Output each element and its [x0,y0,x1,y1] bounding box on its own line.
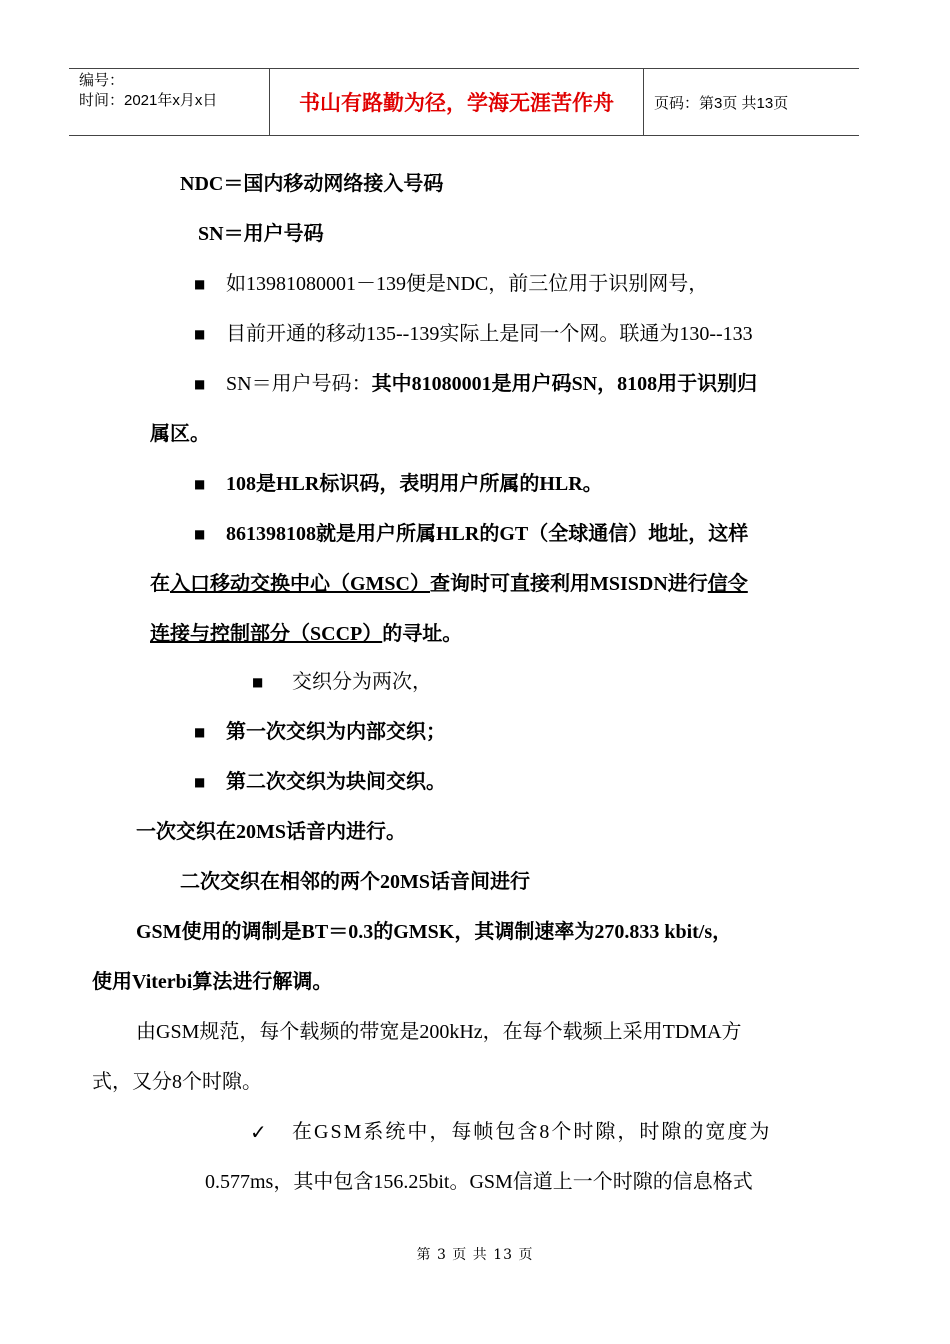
sn-definition: SN＝用户号码 [198,223,324,245]
page-header [69,68,859,136]
list-item-continuation: 连接与控制部分（SCCP）的寻址。 [150,623,463,645]
square-bullet-icon: ■ [194,725,206,739]
list-item: 目前开通的移动135--139实际上是同一个网。联通为130--133 [226,323,753,345]
list-item: 交织分为两次， [292,671,432,693]
header-meta [69,69,270,135]
square-bullet-icon: ■ [194,477,206,491]
square-bullet-icon: ■ [194,527,206,541]
sccp-link-start[interactable]: 信令 [707,573,748,595]
list-item: 108是HLR标识码，表明用户所属的HLR。 [226,473,603,495]
sn-label: SN＝用户号码： [226,373,372,395]
paragraph: 一次交织在20MS话音内进行。 [136,821,406,843]
list-item-continuation: 在入口移动交换中心（GMSC）查询时可直接利用MSISDN进行信令 [150,573,748,595]
paragraph: 式，又分8个时隙。 [92,1071,262,1093]
list-item: 在GSM系统中，每帧包含8个时隙，时隙的宽度为 [292,1121,772,1143]
document-time: 时间：2021年x月x日 [79,92,218,109]
header-page-info: 页码：第3页 共13页 [654,94,789,112]
square-bullet-icon: ■ [194,775,206,789]
check-mark-icon: ✓ [250,1120,267,1144]
list-item-continuation: 0.577ms，其中包含156.25bit。GSM信道上一个时隙的信息格式 [205,1171,753,1193]
list-item: 如13981080001－139便是NDC，前三位用于识别网号， [226,273,709,295]
gmsc-link[interactable]: 入口移动交换中心（GMSC） [170,573,430,595]
sn-detail: 其中81080001是用户码SN，8108用于识别归 [371,373,758,395]
list-item [226,370,757,398]
list-item: 861398108就是用户所属HLR的GT（全球通信）地址，这样 [226,523,749,545]
paragraph: 二次交织在相邻的两个20MS话音间进行 [180,871,530,893]
list-item: 第二次交织为块间交织。 [226,771,446,793]
paragraph: 使用Viterbi算法进行解调。 [92,971,333,993]
square-bullet-icon: ■ [194,277,206,291]
list-item: 第一次交织为内部交织； [226,721,446,743]
page-footer: 第 3 页 共 13 页 [416,1247,534,1263]
square-bullet-icon: ■ [194,377,206,391]
square-bullet-icon: ■ [194,327,206,341]
square-bullet-icon: ■ [252,675,264,689]
paragraph: 由GSM规范，每个载频的带宽是200kHz，在每个载频上采用TDMA方 [136,1021,742,1043]
document-number-label: 编号： [79,72,125,89]
header-motto: 书山有路勤为径，学海无涯苦作舟 [270,69,644,135]
sccp-link[interactable]: 连接与控制部分（SCCP） [150,623,383,645]
paragraph: GSM使用的调制是BT＝0.3的GMSK，其调制速率为270.833 kbit/s， [136,921,733,943]
ndc-definition: NDC＝国内移动网络接入号码 [180,173,444,195]
list-item-continuation: 属区。 [150,423,210,445]
